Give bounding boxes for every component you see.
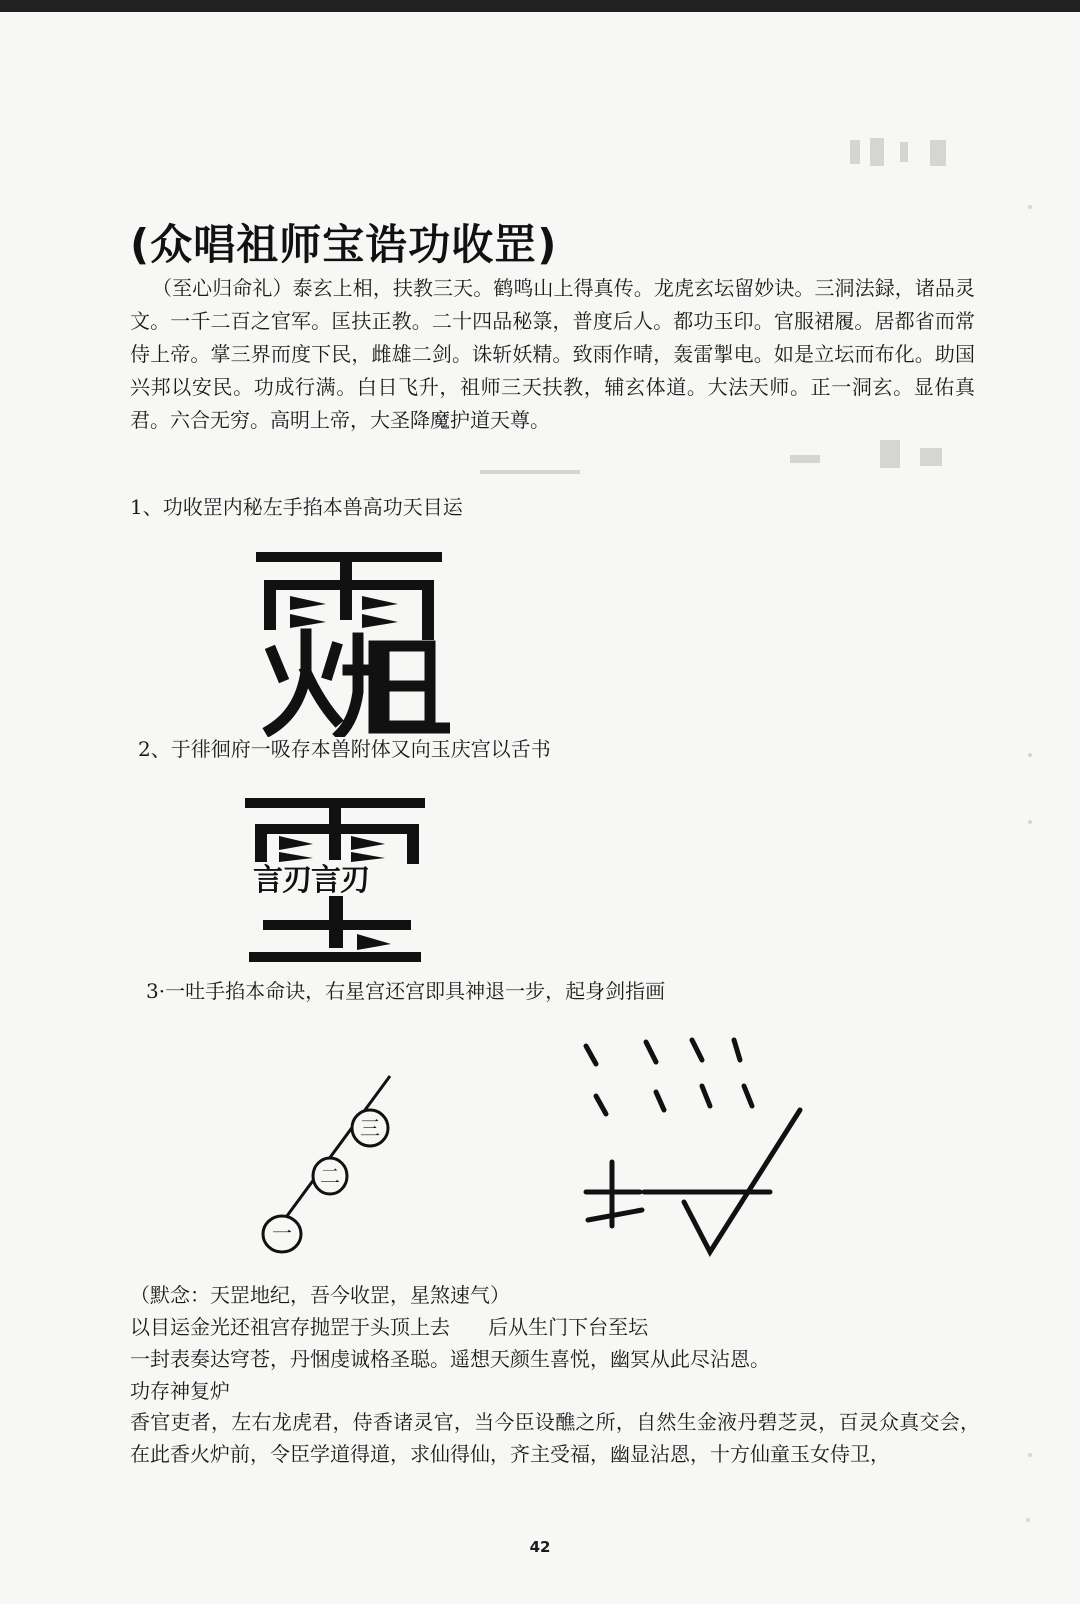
step-1-text: 1、功收罡内秘左手掐本兽高功天目运	[130, 495, 463, 519]
circle-label-three: 三	[360, 1116, 380, 1140]
golden-light-instruction: 以目运金光还祖宫存抛罡于头顶上去 后从生门下台至坛	[130, 1315, 649, 1339]
invocation-paragraph: （至心归命礼）泰玄上相，扶教三天。鹤鸣山上得真传。龙虎玄坛留妙诀。三洞法録，诸品灵文。一千二百之官军。匡扶正教。二十四品秘箓，普度后人。都功玉印。官服裙履。居都省而常侍上帝。掌三界而度下民，雌雄二剑。诛斩妖精。致雨作晴，轰雷掣电。如是立坛而布化。助国兴邦以安民。功成行满。白日飞升，祖师三天扶教，辅玄体道。大法天师。正一洞玄。显佑真君。六合无穷。高明上帝，大圣降魔护道天尊。	[130, 276, 975, 432]
talisman-inner-text: 言刃言刃	[253, 863, 369, 898]
step-2-text: 2、于徘徊府一吸存本兽附体又向玉庆宫以舌书	[138, 737, 551, 761]
sword-finger-drawing	[580, 1030, 810, 1260]
section-heading-furnace: 功存神复炉	[130, 1379, 230, 1403]
circle-label-two: 二	[320, 1164, 340, 1188]
page-number: 42	[529, 1538, 551, 1556]
talisman-rain-jade-glyph	[245, 798, 435, 968]
incense-officer-paragraph: 香官吏者，左右龙虎君，侍香诸灵官，当今臣设醮之所，自然生金液丹碧芝灵，百灵众真交会，在此香火炉前，令臣学道得道，求仙得仙，齐主受福，幽显沾恩，十方仙童玉女侍卫，	[130, 1410, 980, 1466]
talisman-rain-fire-glyph	[250, 552, 450, 737]
memorial-verse: 一封表奏达穹苍，丹悃虔诚格圣聪。遥想天颜生喜悦，幽冥从此尽沾恩。	[130, 1347, 770, 1371]
silent-incantation: （默念：天罡地纪，吾今收罡，星煞速气）	[130, 1283, 510, 1307]
step-3-text: 3·一吐手掐本命诀，右星宫还宫即具神退一步，起身剑指画	[146, 979, 666, 1003]
page-title: (众唱祖师宝诰功收罡)	[130, 220, 558, 269]
circle-label-one: 一	[272, 1221, 292, 1245]
